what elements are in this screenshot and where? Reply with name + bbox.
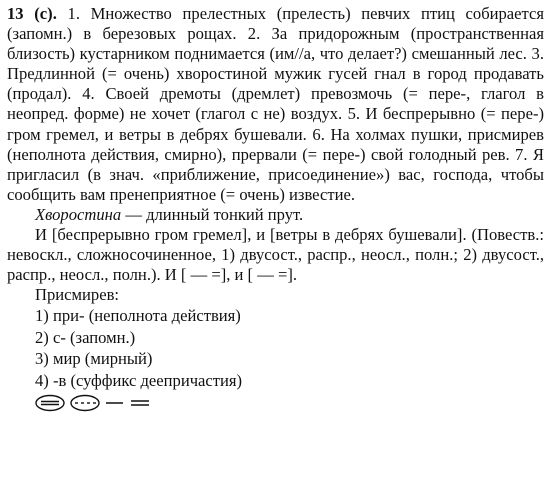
morpheme-item-prefix-s: 2) с- (запомн.)	[35, 327, 136, 347]
exercise-number: 13 (с).	[7, 4, 57, 23]
definition-paragraph	[7, 205, 544, 225]
sentence-member-symbols-icon	[35, 393, 165, 413]
exercise-paragraph	[7, 4, 544, 205]
definition-text: — длинный тонкий прут.	[121, 204, 304, 224]
morpheme-item-suffix-v: 4) -в (суффикс деепричастия)	[35, 370, 243, 390]
exercise-text: 1. Множество прелестных (прелесть) певчих птиц собирается (запомн.) в березовых рощах. 2. За придорожным (пространственная близость) кустарником поднимается (им//а, что делает?) смешанный лес. 3. Предлинной (= очень) хворостиной мужик гусей гнал в город продавать (продал). 4. Своей дремоты (дремлет) превозмочь (= пере-, глагол в неопред. форме) не хочет (глагол с не) воздух. 5. И беспрерывно (= пере-) гром гремел, и ветры в дебрях бушевали. 6. На холмах пушки, присмирев (неполнота действия, смирно), прервали (= пере-) свой голодный рев. 7. Я пригласил (в знач. «приближение, присоединение») вас, господа, чтобы сообщить вам пренеприятное (= очень) известие.	[7, 4, 544, 204]
morpheme-item-prefix-pri: 1) при- (неполнота действия)	[35, 306, 241, 326]
sentence-member-symbols	[35, 392, 544, 414]
syntax-analysis: И [беспрерывно гром гремел], и [ветры в дебрях бушевали]. (Повеств.: невоскл., сложносочиненное, 1) двусост., распр., неосл., полн.; 2) двусост., распр., неосл., полн.). И [ — =], и [ — =].	[7, 225, 544, 285]
morpheme-list	[7, 305, 544, 391]
morpheme-heading: Присмирев:	[35, 285, 120, 305]
adverbial-oval-icon	[36, 396, 64, 411]
morpheme-item-root-mir: 3) мир (мирный)	[35, 349, 153, 369]
definition-word: Хворостина	[35, 204, 122, 224]
